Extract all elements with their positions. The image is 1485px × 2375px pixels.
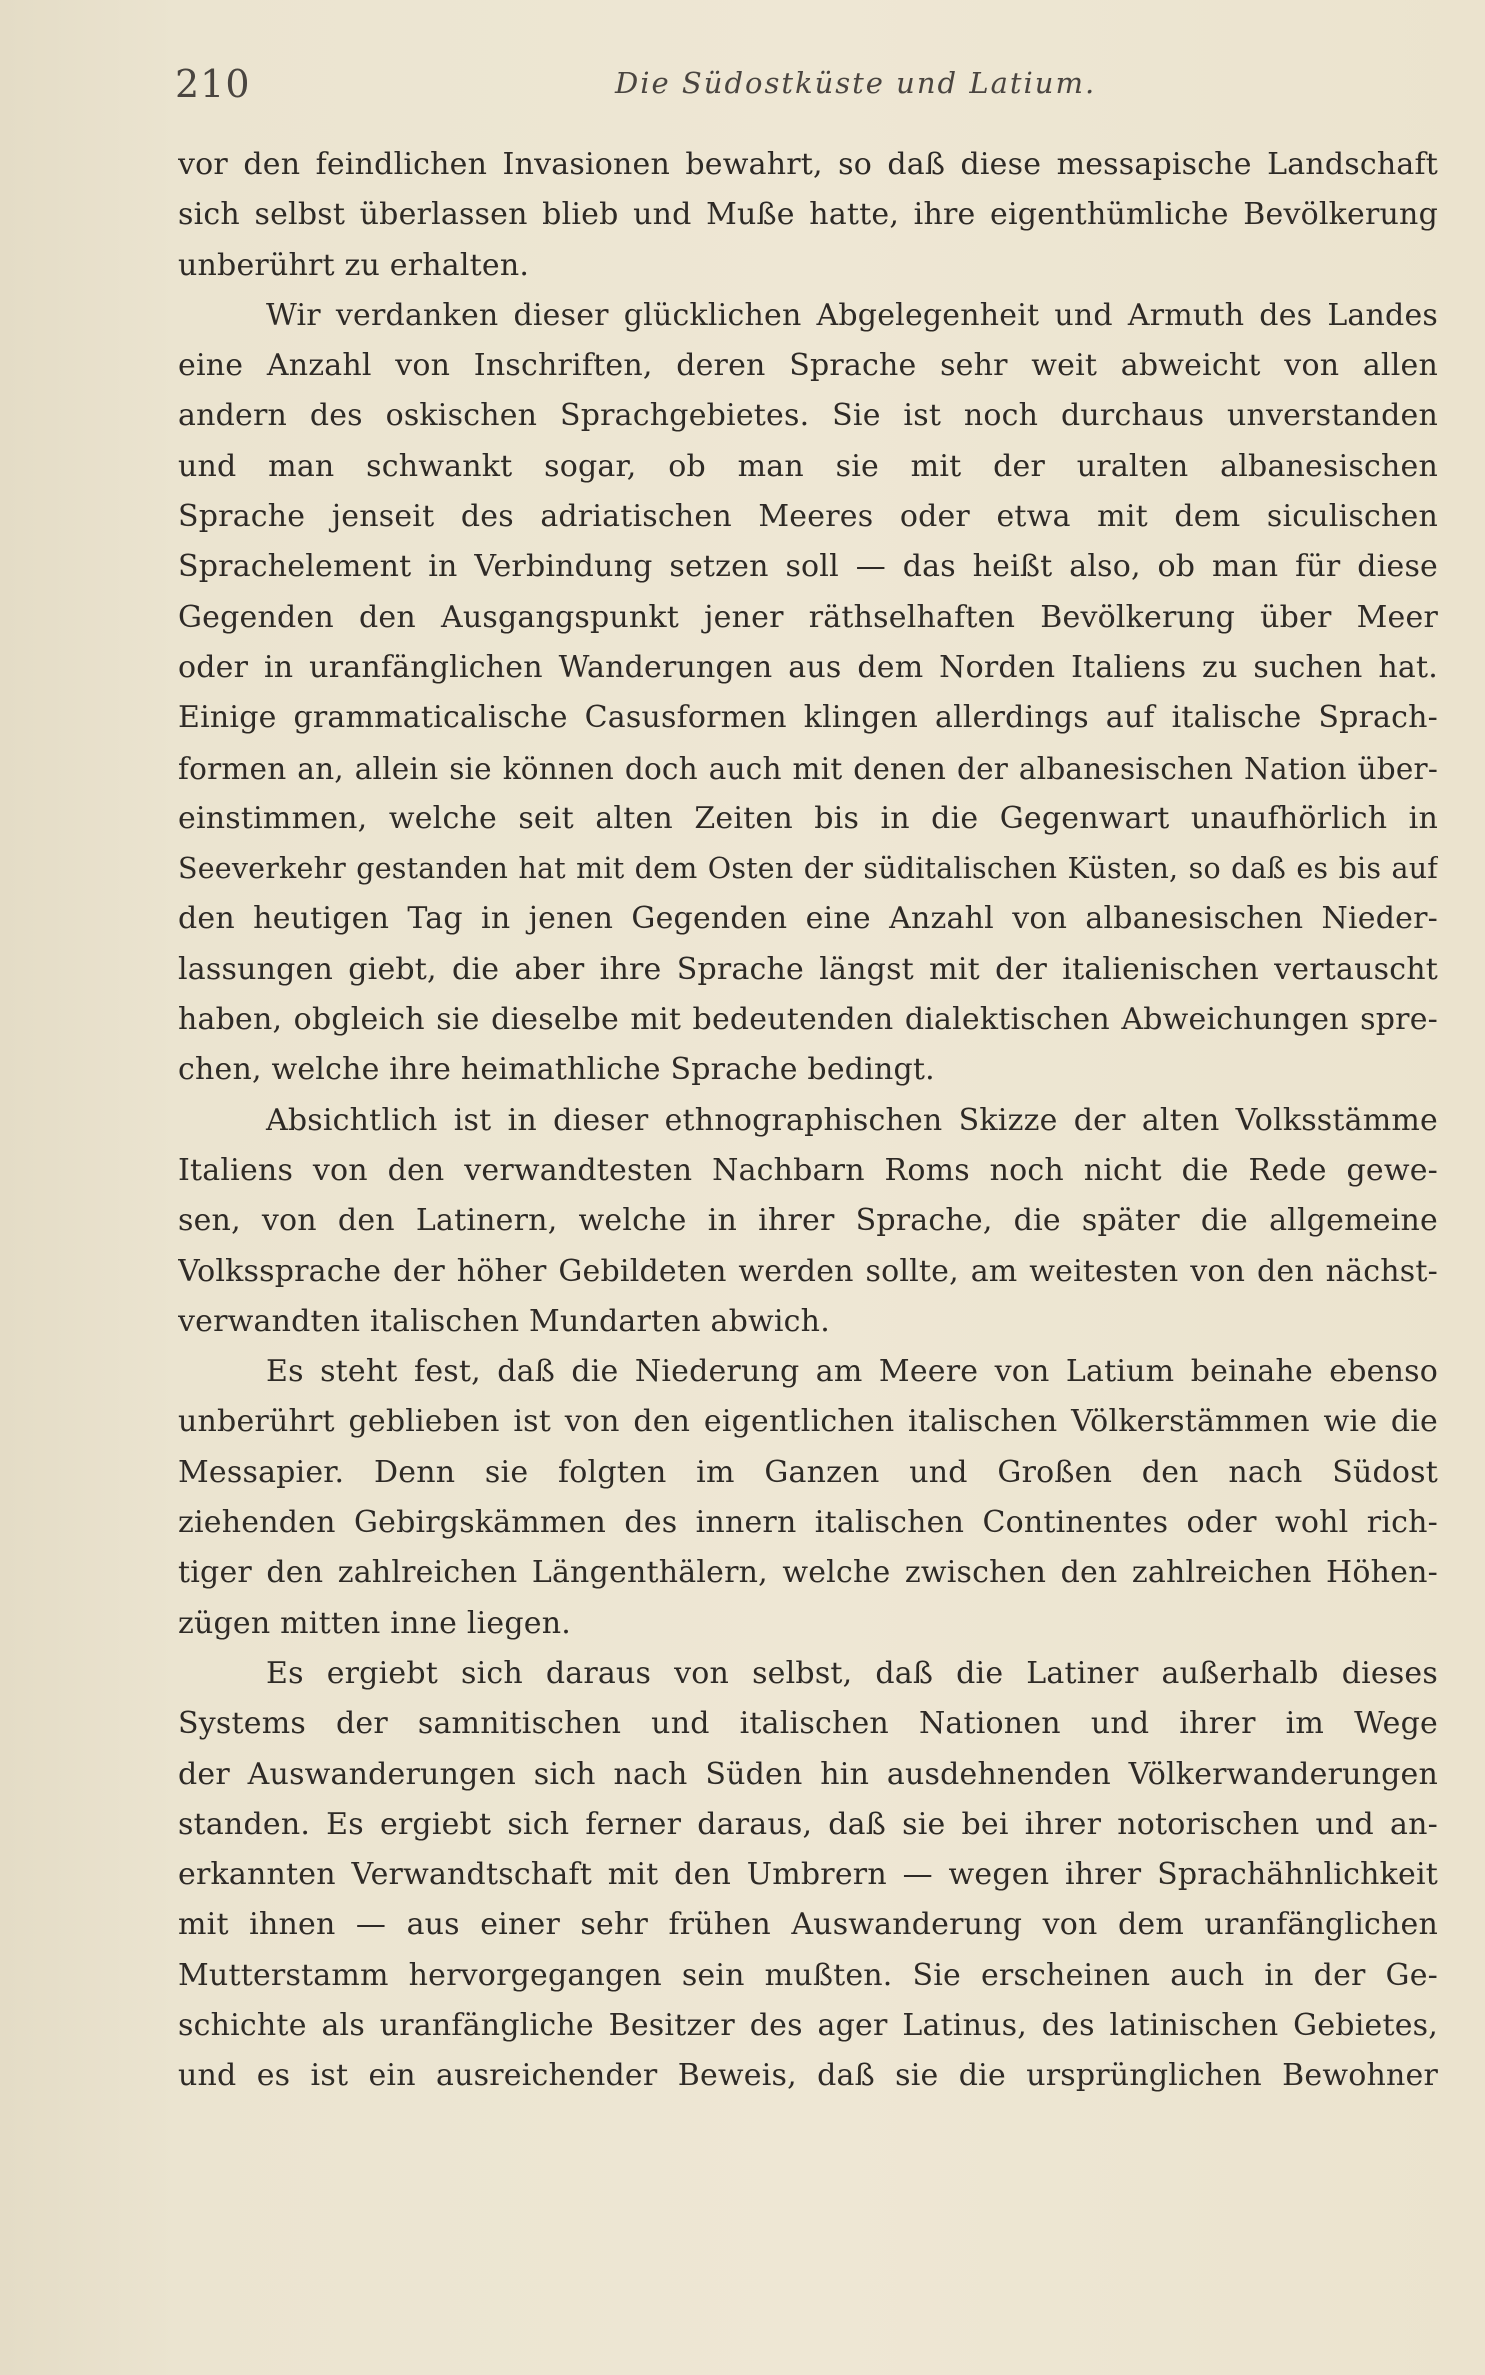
text-line: andern des oskischen Sprachgebietes. Sie ist noch durchaus unverstanden <box>178 398 1438 434</box>
text-line: tiger den zahlreichen Längenthälern, welche zwischen den zahlreichen Höhen- <box>178 1555 1438 1591</box>
text-line: und man schwankt sogar, ob man sie mit der uralten albanesischen <box>178 448 1438 484</box>
text-line: Volkssprache der höher Gebildeten werden sollte, am weitesten von den nächst- <box>178 1253 1438 1289</box>
text-line: Gegenden den Ausgangspunkt jener räthselhaften Bevölkerung über Meer <box>178 599 1438 635</box>
text-line: der Auswanderungen sich nach Süden hin ausdehnenden Völkerwanderungen <box>178 1756 1438 1792</box>
text-line: Sprache jenseit des adriatischen Meeres oder etwa mit dem siculischen <box>178 499 1438 535</box>
text-line: vor den feindlichen Invasionen bewahrt, so daß diese messapische Landschaft <box>178 147 1438 182</box>
page-header <box>175 62 1440 112</box>
text-line: oder in uranfänglichen Wanderungen aus dem Norden Italiens zu suchen hat. <box>178 649 1438 685</box>
text-line: ziehenden Gebirgskämmen des innern italischen Continentes oder wohl rich- <box>178 1505 1438 1541</box>
text-line: sich selbst überlassen blieb und Muße hatte, ihre eigenthümliche Bevölkerung <box>178 197 1438 233</box>
body-text <box>178 140 1438 2102</box>
text-line: Systems der samnitischen und italischen Nationen und ihrer im Wege <box>178 1706 1438 1742</box>
text-line: formen an, allein sie können doch auch mit denen der albanesischen Nation über- <box>178 751 1438 786</box>
text-line: Es steht fest, daß die Niederung am Meere von Latium beinahe ebenso <box>266 1354 1438 1390</box>
text-line: Sprachelement in Verbindung setzen soll — das heißt also, ob man für diese <box>178 549 1438 585</box>
text-line: einstimmen, welche seit alten Zeiten bis in die Gegenwart unaufhörlich in <box>178 800 1438 836</box>
text-line: lassungen giebt, die aber ihre Sprache längst mit der italienischen vertauscht <box>178 951 1438 987</box>
text-line: Seeverkehr gestanden hat mit dem Osten der süditalischen Küsten, so daß es bis auf <box>178 852 1438 886</box>
text-line: unberührt zu erhalten. <box>178 247 530 283</box>
text-line: Messapier. Denn sie folgten im Ganzen und Großen den nach Südost <box>178 1454 1438 1490</box>
text-line: Es ergiebt sich daraus von selbst, daß die Latiner außerhalb dieses <box>266 1655 1438 1691</box>
text-line: standen. Es ergiebt sich ferner daraus, daß sie bei ihrer notorischen und an- <box>178 1806 1438 1842</box>
text-line: und es ist ein ausreichender Beweis, daß sie die ursprünglichen Bewohner <box>178 2058 1438 2094</box>
text-line: mit ihnen — aus einer sehr frühen Auswanderung von dem uranfänglichen <box>178 1907 1438 1943</box>
text-line: sen, von den Latinern, welche in ihrer Sprache, die später die allgemeine <box>178 1203 1438 1239</box>
text-line: unberührt geblieben ist von den eigentlichen italischen Völkerstämmen wie die <box>178 1404 1438 1440</box>
text-line: zügen mitten inne liegen. <box>178 1605 571 1641</box>
text-line: Einige grammaticalische Casusformen klingen allerdings auf italische Sprach- <box>178 700 1438 736</box>
text-line: den heutigen Tag in jenen Gegenden eine Anzahl von albanesischen Nieder- <box>178 901 1438 937</box>
text-line: schichte als uranfängliche Besitzer des ager Latinus, des latinischen Gebietes, <box>178 2007 1438 2043</box>
running-title: Die Südostküste und Latium. <box>615 66 1097 100</box>
text-line: Wir verdanken dieser glücklichen Abgelegenheit und Armuth des Landes <box>266 297 1438 333</box>
page-number: 210 <box>175 62 251 106</box>
text-line: verwandten italischen Mundarten abwich. <box>178 1303 830 1339</box>
text-line: eine Anzahl von Inschriften, deren Sprache sehr weit abweicht von allen <box>178 348 1438 384</box>
text-line: Mutterstamm hervorgegangen sein mußten. Sie erscheinen auch in der Ge- <box>178 1957 1438 1993</box>
text-line: erkannten Verwandtschaft mit den Umbrern — wegen ihrer Sprachähnlichkeit <box>178 1857 1438 1893</box>
text-line: Absichtlich ist in dieser ethnographischen Skizze der alten Volksstämme <box>266 1102 1438 1138</box>
text-line: haben, obgleich sie dieselbe mit bedeutenden dialektischen Abweichungen spre- <box>178 1002 1438 1038</box>
text-line: chen, welche ihre heimathliche Sprache bedingt. <box>178 1052 935 1088</box>
text-line: Italiens von den verwandtesten Nachbarn Roms noch nicht die Rede gewe- <box>178 1152 1438 1188</box>
